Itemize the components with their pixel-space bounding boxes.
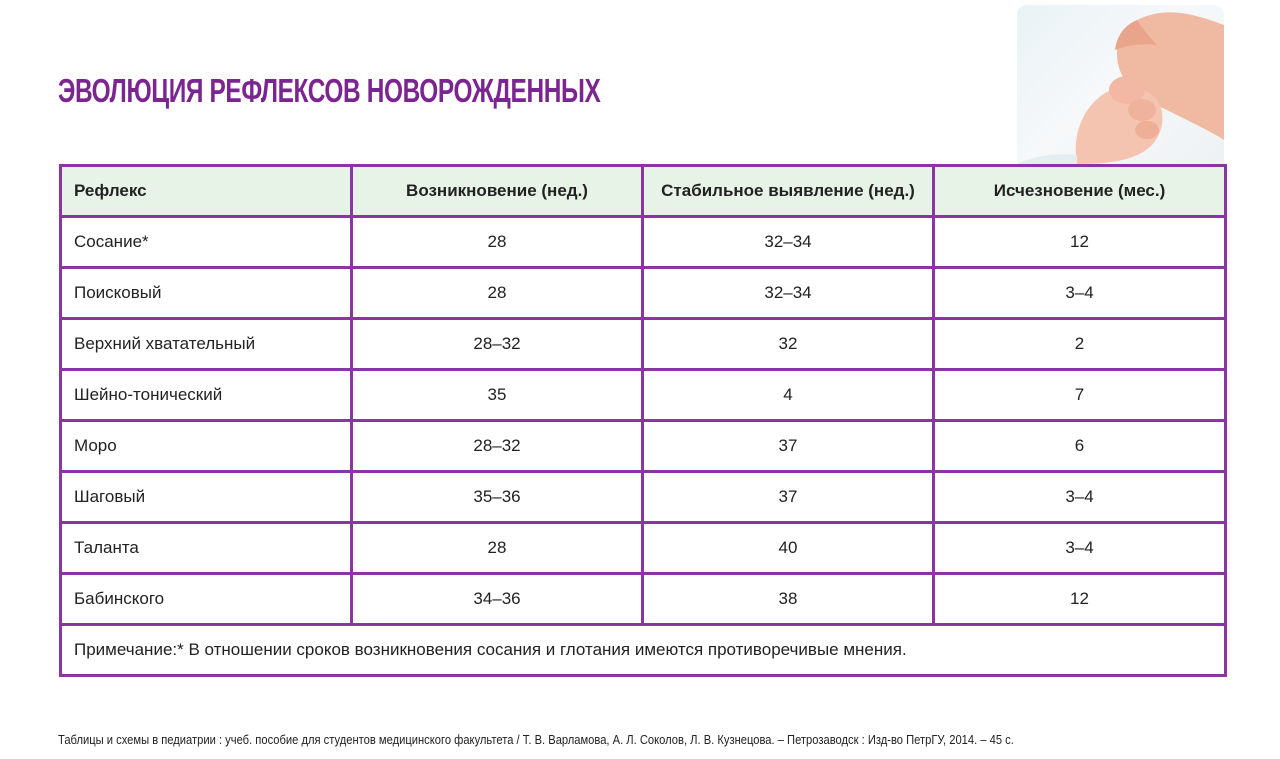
cell-stable: 4 — [643, 370, 934, 421]
cell-stable: 32–34 — [643, 268, 934, 319]
page-title: ЭВОЛЮЦИЯ РЕФЛЕКСОВ НОВОРОЖДЕННЫХ — [58, 72, 601, 109]
cell-stable: 37 — [643, 421, 934, 472]
cell-disappearance: 3–4 — [934, 268, 1226, 319]
reflex-table — [59, 164, 1227, 677]
cell-disappearance: 3–4 — [934, 523, 1226, 574]
table-row — [61, 421, 1226, 472]
cell-disappearance: 12 — [934, 574, 1226, 625]
cell-stable: 32 — [643, 319, 934, 370]
cell-reflex: Верхний хватательный — [61, 319, 352, 370]
table-note: Примечание:* В отношении сроков возникновения сосания и глотания имеются противоречивые мнения. — [61, 625, 1226, 676]
cell-stable: 38 — [643, 574, 934, 625]
table-header-row — [61, 166, 1226, 217]
header-disappearance: Исчезновение (мес.) — [934, 166, 1226, 217]
table-row — [61, 574, 1226, 625]
table-row — [61, 319, 1226, 370]
table-row — [61, 472, 1226, 523]
cell-onset: 28 — [352, 268, 643, 319]
header-onset: Возникновение (нед.) — [352, 166, 643, 217]
cell-reflex: Сосание* — [61, 217, 352, 268]
cell-onset: 28 — [352, 523, 643, 574]
cell-disappearance: 6 — [934, 421, 1226, 472]
cell-stable: 40 — [643, 523, 934, 574]
cell-reflex: Шаговый — [61, 472, 352, 523]
cell-disappearance: 7 — [934, 370, 1226, 421]
cell-stable: 32–34 — [643, 217, 934, 268]
cell-reflex: Моро — [61, 421, 352, 472]
cell-onset: 28 — [352, 217, 643, 268]
header-stable: Стабильное выявление (нед.) — [643, 166, 934, 217]
cell-onset: 28–32 — [352, 319, 643, 370]
cell-reflex: Шейно-тонический — [61, 370, 352, 421]
cell-reflex: Поисковый — [61, 268, 352, 319]
cell-disappearance: 2 — [934, 319, 1226, 370]
cell-onset: 35 — [352, 370, 643, 421]
table-row — [61, 523, 1226, 574]
baby-hand-photo — [1017, 5, 1224, 164]
cell-onset: 28–32 — [352, 421, 643, 472]
cell-onset: 35–36 — [352, 472, 643, 523]
source-citation: Таблицы и схемы в педиатрии : учеб. пособие для студентов медицинского факультета / Т. В. Варламова, А. Л. Соколов, Л. В. Кузнецова. – Петрозаводск : Изд-во ПетрГУ, 2014. – 45 с. — [58, 732, 1014, 747]
table-row — [61, 217, 1226, 268]
cell-stable: 37 — [643, 472, 934, 523]
cell-onset: 34–36 — [352, 574, 643, 625]
table-row — [61, 370, 1226, 421]
cell-reflex: Таланта — [61, 523, 352, 574]
cell-disappearance: 3–4 — [934, 472, 1226, 523]
cell-reflex: Бабинского — [61, 574, 352, 625]
table-row — [61, 268, 1226, 319]
cell-disappearance: 12 — [934, 217, 1226, 268]
baby-hand-illustration — [1017, 5, 1224, 164]
table-note-row — [61, 625, 1226, 676]
header-reflex: Рефлекс — [61, 166, 352, 217]
